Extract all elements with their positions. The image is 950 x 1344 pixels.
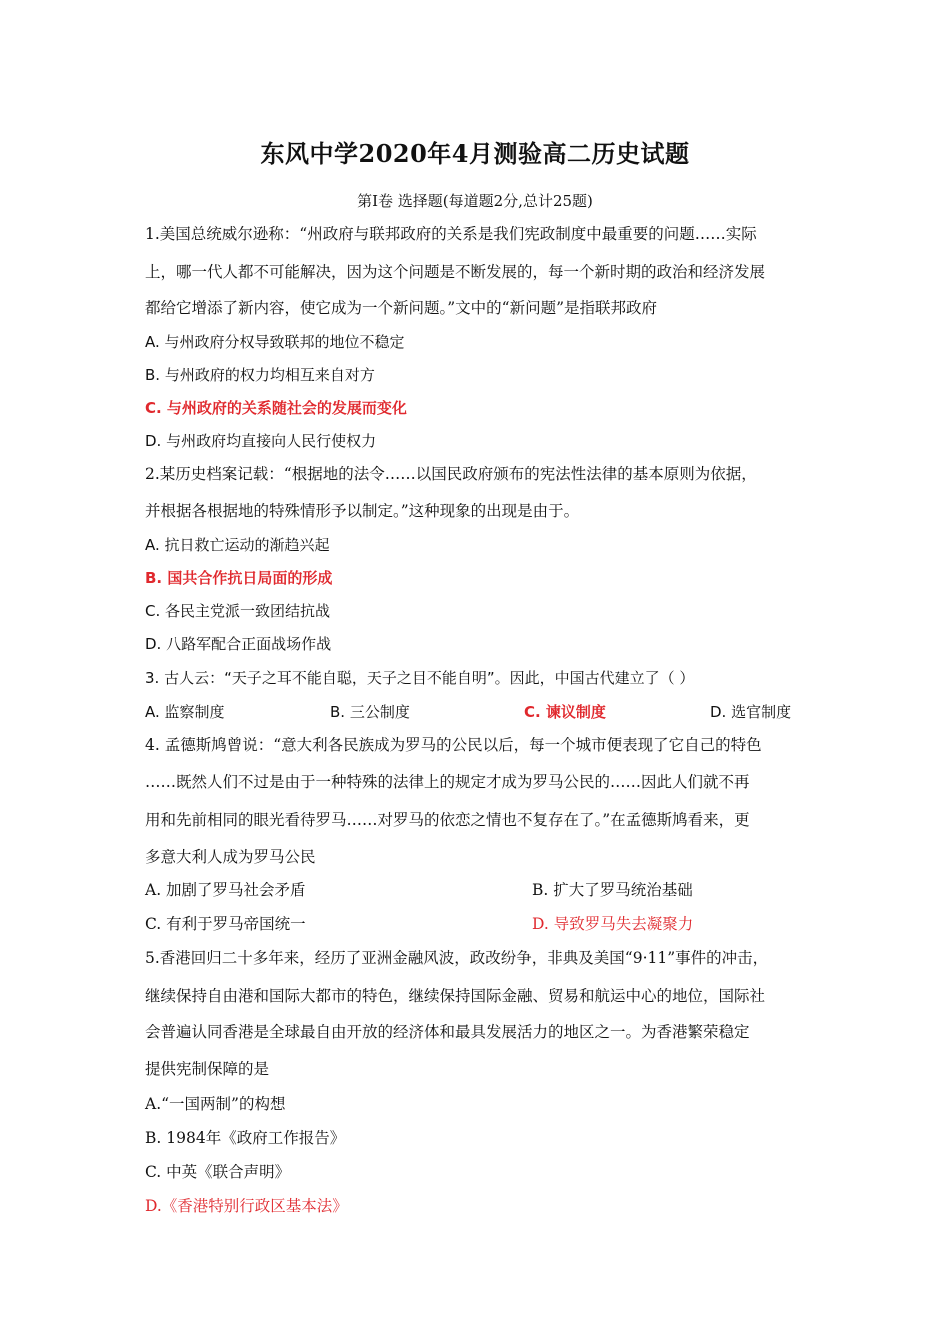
q5-stem-line: 会普遍认同香港是全球最自由开放的经济体和最具发展活力的地区之一。为香港繁荣稳定 — [145, 1023, 750, 1041]
q2-stem-line: 并根据各根据地的特殊情形予以制定。”这种现象的出现是由于。 — [145, 502, 580, 520]
q4-option-c: C. 有利于罗马帝国统一 — [145, 915, 306, 933]
q1-stem-line: 1.美国总统威尔逊称：“州政府与联邦政府的关系是我们宪政制度中最重要的问题……实际 — [145, 225, 757, 243]
q3-option-a: A. 监察制度 — [145, 703, 225, 721]
q1-stem-line: 都给它增添了新内容，使它成为一个新问题。”文中的“新问题”是指联邦政府 — [145, 299, 658, 317]
q1-stem-line: 上，哪一代人都不可能解决，因为这个问题是不断发展的，每一个新时期的政治和经济发展 — [145, 263, 766, 281]
q2-option-b-answer: B. 国共合作抗日局面的形成 — [145, 569, 333, 587]
q5-option-c: C. 中英《联合声明》 — [145, 1163, 291, 1181]
q2-option-c: C. 各民主党派一致团结抗战 — [145, 602, 331, 620]
q1-option-d: D. 与州政府均直接向人民行使权力 — [145, 432, 377, 450]
q5-stem-line: 提供宪制保障的是 — [145, 1060, 270, 1078]
q4-stem-line: 用和先前相同的眼光看待罗马……对罗马的依恋之情也不复存在了。”在孟德斯鸠看来，更 — [145, 811, 750, 829]
q4-option-d-answer: D. 导致罗马失去凝聚力 — [532, 915, 694, 933]
q3-option-b: B. 三公制度 — [330, 703, 410, 721]
q4-stem-line: 4. 孟德斯鸠曾说：“意大利各民族成为罗马的公民以后，每一个城市便表现了它自己的特色 — [145, 736, 762, 754]
q4-stem-line: 多意大利人成为罗马公民 — [145, 848, 316, 866]
q4-option-b: B. 扩大了罗马统治基础 — [532, 881, 693, 899]
q3-option-d: D. 选官制度 — [710, 703, 792, 721]
q5-option-b: B. 1984年《政府工作报告》 — [145, 1129, 346, 1147]
q2-stem-line: 2.某历史档案记载：“根据地的法令……以国民政府颁布的宪法性法律的基本原则为依据， — [145, 465, 757, 483]
q5-stem-line: 继续保持自由港和国际大都市的特色，继续保持国际金融、贸易和航运中心的地位，国际社 — [145, 987, 766, 1005]
q1-option-b: B. 与州政府的权力均相互来自对方 — [145, 366, 375, 384]
q4-option-a: A. 加剧了罗马社会矛盾 — [145, 881, 306, 899]
q5-option-a: A.“一国两制”的构想 — [145, 1095, 286, 1113]
q2-option-a: A. 抗日救亡运动的渐趋兴起 — [145, 536, 330, 554]
q2-option-d: D. 八路军配合正面战场作战 — [145, 635, 332, 653]
q1-option-a: A. 与州政府分权导致联邦的地位不稳定 — [145, 333, 405, 351]
q3-option-c-answer: C. 谏议制度 — [524, 703, 606, 721]
q1-option-c-answer: C. 与州政府的关系随社会的发展而变化 — [145, 399, 407, 417]
q4-stem-line: ……既然人们不过是由于一种特殊的法律上的规定才成为罗马公民的……因此人们就不再 — [145, 773, 750, 791]
q5-option-d-answer: D.《香港特别行政区基本法》 — [145, 1197, 348, 1215]
page-title: 东风中学2020年4月测验高二历史试题 — [260, 139, 690, 168]
q5-stem-line: 5.香港回归二十多年来，经历了亚洲金融风波，政改纷争，非典及美国“9·11”事件的冲击， — [145, 949, 769, 967]
q3-stem-line: 3. 古人云：“天子之耳不能自聪，天子之目不能自明”。因此，中国古代建立了（ ） — [145, 669, 695, 687]
section-subtitle: 第Ⅰ卷 选择题(每道题2分,总计25题) — [357, 192, 593, 210]
